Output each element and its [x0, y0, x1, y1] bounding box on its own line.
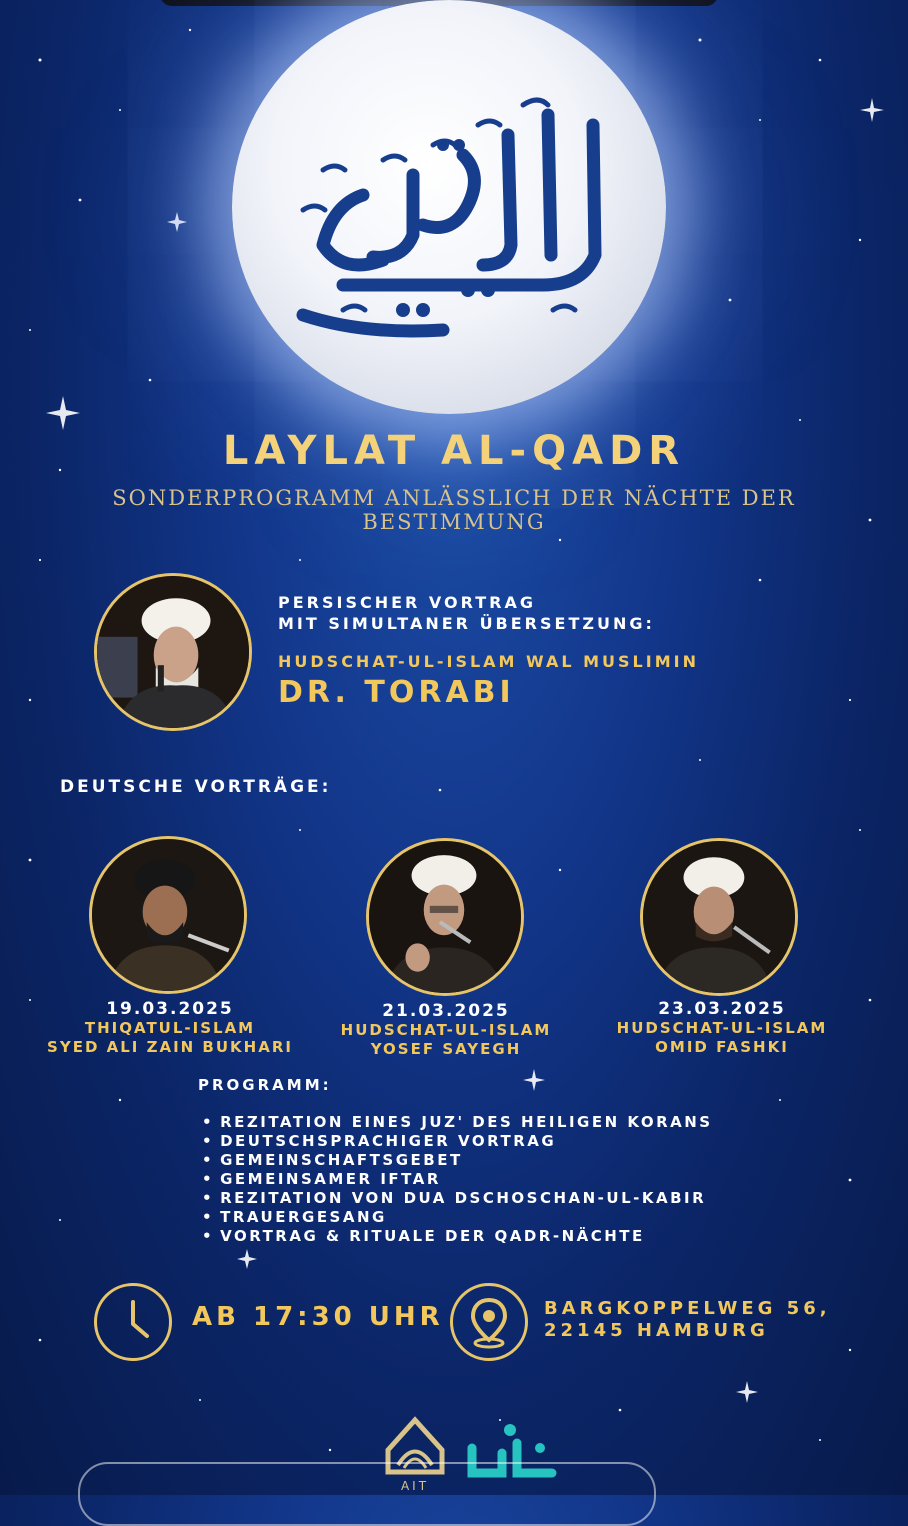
address-line1: BARGKOPPELWEG 56, — [544, 1298, 831, 1319]
persian-speaker-name: DR. TORABI — [278, 675, 515, 710]
location-pin-icon — [450, 1283, 528, 1361]
program-item: • DEUTSCHSPRACHIGER VORTRAG — [202, 1132, 713, 1151]
start-time: AB 17:30 UHR — [192, 1302, 444, 1332]
program-item: • REZITATION EINES JUZ' DES HEILIGEN KORANS — [202, 1113, 713, 1132]
speaker-name: SYED ALI ZAIN BUKHARI — [47, 1038, 293, 1056]
portrait-speaker-1 — [89, 836, 247, 994]
program-item: • GEMEINSAMER IFTAR — [202, 1170, 713, 1189]
speaker-name: OMID FASHKI — [655, 1038, 789, 1056]
arabic-calligraphy-laylat-al-qadr — [283, 85, 623, 345]
speaker-date: 21.03.2025 — [382, 1001, 510, 1021]
event-title: LAYLAT AL-QADR — [222, 428, 686, 474]
program-item: • REZITATION VON DUA DSCHOSCHAN-UL-KABIR — [202, 1189, 713, 1208]
persian-lecture-line2: MIT SIMULTANER ÜBERSETZUNG: — [278, 614, 655, 633]
speaker-date: 23.03.2025 — [658, 999, 786, 1019]
program-heading: PROGRAMM: — [198, 1076, 332, 1094]
portrait-speaker-3 — [640, 838, 798, 996]
speaker-card-3 — [582, 999, 862, 1057]
speaker-card-1 — [30, 999, 310, 1057]
german-lectures-heading: DEUTSCHE VORTRÄGE: — [60, 777, 332, 797]
speaker-title: THIQATUL-ISLAM — [84, 1019, 256, 1037]
speaker-title: HUDSCHAT-UL-ISLAM — [616, 1019, 828, 1037]
program-item: • VORTRAG & RITUALE DER QADR-NÄCHTE — [202, 1227, 713, 1246]
program-item: • GEMEINSCHAFTSGEBET — [202, 1151, 713, 1170]
clock-icon — [94, 1283, 172, 1361]
bottom-panel-edge — [78, 1462, 656, 1526]
speaker-card-2 — [306, 1001, 586, 1059]
speaker-name: YOSEF SAYEGH — [370, 1040, 522, 1058]
address-line2: 22145 HAMBURG — [544, 1320, 769, 1341]
persian-speaker-honorific: HUDSCHAT-UL-ISLAM WAL MUSLIMIN — [278, 652, 699, 671]
program-item: • TRAUERGESANG — [202, 1208, 713, 1227]
portrait-dr-torabi — [94, 573, 252, 731]
program-list — [202, 1113, 713, 1246]
speaker-date: 19.03.2025 — [106, 999, 234, 1019]
event-subtitle: SONDERPROGRAMM ANLÄSSLICH DER NÄCHTE DER BESTIMMUNG — [112, 486, 796, 534]
speaker-title: HUDSCHAT-UL-ISLAM — [340, 1021, 552, 1039]
persian-lecture-line1: PERSISCHER VORTRAG — [278, 593, 536, 612]
portrait-speaker-2 — [366, 838, 524, 996]
svg-text:AIT: AIT — [400, 1479, 430, 1493]
